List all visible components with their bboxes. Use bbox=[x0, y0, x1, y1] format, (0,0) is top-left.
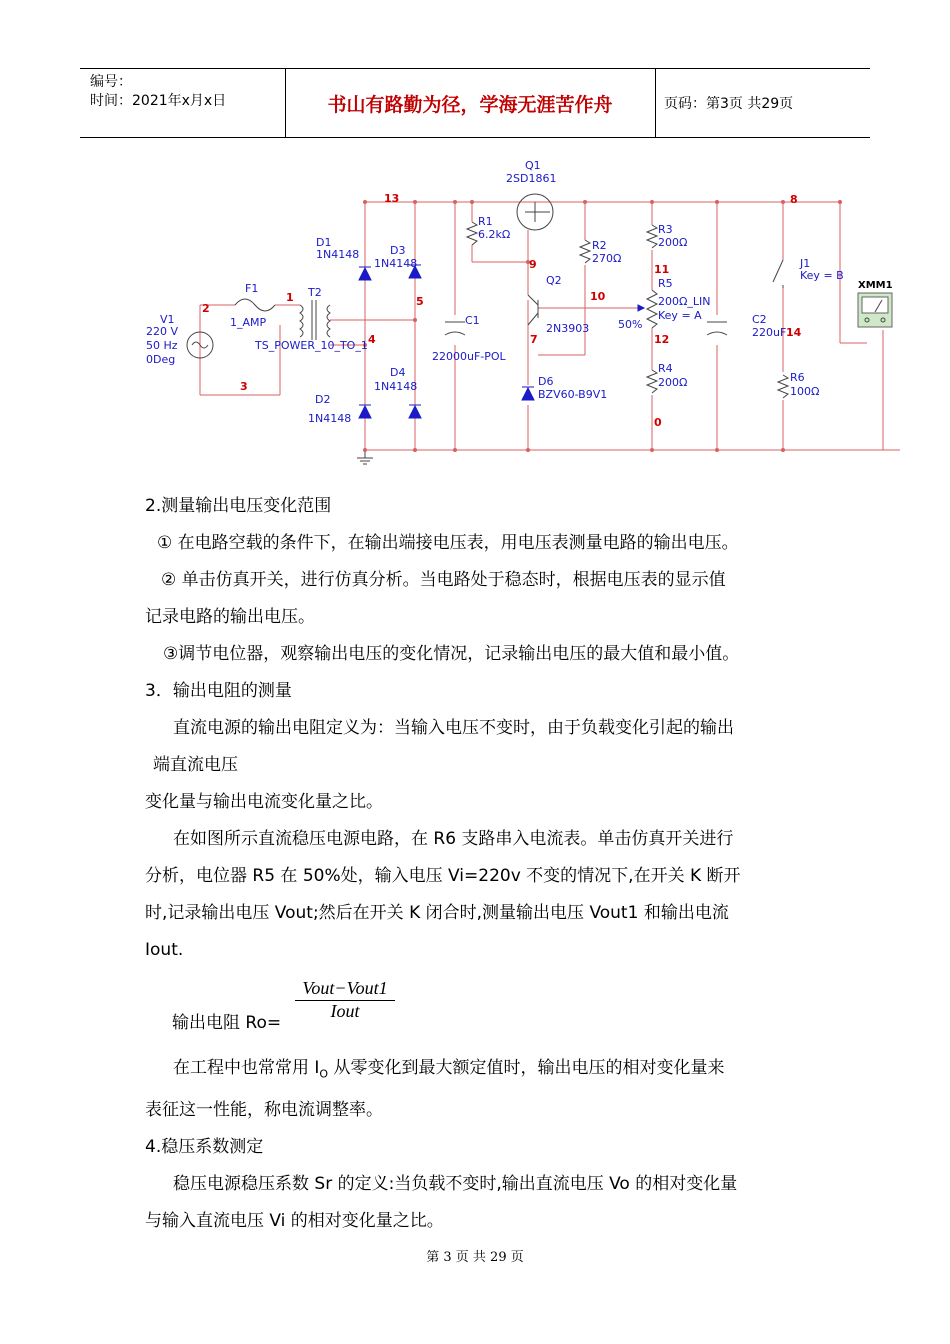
paragraph-current-regulation: 在工程中也常常用 $I_O$ 从零变化到最大额定值时，输出电压的相对变化量来 bbox=[173, 1058, 725, 1081]
node-9: 9 bbox=[529, 258, 537, 271]
label-v1-freq: 50 Hz bbox=[146, 339, 178, 352]
label-r5-value: 200Ω_LIN bbox=[658, 295, 711, 308]
label-r2-value: 270Ω bbox=[592, 252, 622, 265]
label-d6: D6 bbox=[538, 375, 554, 388]
circuit-diagram bbox=[140, 150, 900, 475]
resistor-r2-icon bbox=[580, 240, 590, 263]
label-d1-value: 1N4148 bbox=[316, 248, 360, 261]
section-2-heading: 2.测量输出电压变化范围 bbox=[145, 496, 332, 516]
label-r4-value: 200Ω bbox=[658, 376, 688, 389]
label-r2: R2 bbox=[592, 239, 607, 252]
node-14: 14 bbox=[786, 326, 802, 339]
node-5: 5 bbox=[416, 295, 424, 308]
paragraph-procedure-cont-3: Iout. bbox=[145, 940, 184, 960]
label-t2-value: TS_POWER_10_TO_1 bbox=[255, 339, 368, 352]
header-motto: 书山有路勤为径，学海无涯苦作舟 bbox=[327, 93, 613, 116]
paragraph-current-regulation-cont: 表征这一性能，称电流调整率。 bbox=[145, 1100, 383, 1121]
node-8: 8 bbox=[790, 193, 798, 206]
step-1: ① 在电路空载的条件下，在输出端接电压表，用电压表测量电路的输出电压。 bbox=[157, 533, 739, 553]
diode-d4-icon bbox=[409, 406, 421, 418]
paragraph-definition: 直流电源的输出电阻定义为：当输入电压不变时，由于负载变化引起的输出 bbox=[173, 718, 734, 738]
label-f1: F1 bbox=[245, 282, 259, 295]
time-label: 时间：2021年x月x日 bbox=[90, 93, 227, 109]
formula-fraction bbox=[295, 978, 395, 1022]
label-c2: C2 bbox=[752, 313, 767, 326]
resistor-r1-icon bbox=[467, 222, 477, 245]
section-3-heading: 3．输出电阻的测量 bbox=[145, 681, 292, 701]
label-c2-value: 220uF bbox=[752, 326, 787, 339]
paragraph-definition-cont-1: 端直流电压 bbox=[153, 755, 238, 775]
header-divider bbox=[655, 69, 656, 137]
paragraph-stability-cont: 与输入直流电压 Vi 的相对变化量之比。 bbox=[145, 1211, 444, 1232]
label-q1-value: 2SD1861 bbox=[506, 172, 557, 185]
label-r6: R6 bbox=[790, 371, 805, 384]
header-meta bbox=[90, 73, 226, 111]
step-2: ② 单击仿真开关，进行仿真分析。当电路处于稳态时，根据电压表的显示值 bbox=[161, 570, 726, 590]
subscript-o: O bbox=[319, 1067, 329, 1081]
page-footer: 第 3 页 共 29 页 bbox=[426, 1250, 524, 1265]
label-r5-key: Key = A bbox=[658, 309, 702, 322]
label-q1: Q1 bbox=[525, 159, 541, 172]
label-d4-value: 1N4148 bbox=[374, 380, 418, 393]
label-d3-value: 1N4148 bbox=[374, 257, 418, 270]
body-text-section-1 bbox=[145, 488, 825, 969]
ground-icon bbox=[357, 450, 373, 464]
number-label: 编号： bbox=[90, 74, 132, 90]
node-10: 10 bbox=[590, 290, 606, 303]
capacitor-c1-icon bbox=[445, 322, 465, 335]
label-v1: V1 bbox=[160, 313, 175, 326]
node-2: 2 bbox=[202, 302, 210, 315]
step-3: ③调节电位器，观察输出电压的变化情况，记录输出电压的最大值和最小值。 bbox=[163, 644, 740, 664]
paragraph-procedure-cont-1: 分析，电位器 R5 在 50%处，输入电压 Vi=220v 不变的情况下,在开关 K 断开 bbox=[145, 866, 741, 886]
label-d2-value: 1N4148 bbox=[308, 412, 352, 425]
node-3: 3 bbox=[240, 380, 248, 393]
node-11: 11 bbox=[654, 263, 670, 276]
zener-d6-icon bbox=[522, 388, 534, 400]
label-c1-value: 22000uF-POL bbox=[432, 350, 506, 363]
fuse-icon bbox=[235, 299, 275, 311]
label-r3: R3 bbox=[658, 223, 673, 236]
section-4-heading: 4.稳压系数测定 bbox=[145, 1137, 264, 1158]
label-d6-value: BZV60-B9V1 bbox=[538, 388, 608, 401]
label-t2: T2 bbox=[308, 286, 322, 299]
paragraph-definition-cont-2: 变化量与输出电流变化量之比。 bbox=[145, 792, 383, 812]
multimeter-xmm1-icon bbox=[858, 293, 892, 327]
formula-numerator: Vout−Vout1 bbox=[295, 978, 395, 1001]
page-header bbox=[80, 68, 870, 138]
node-13: 13 bbox=[384, 192, 400, 205]
label-d1: D1 bbox=[316, 236, 332, 249]
diode-d2-icon bbox=[359, 406, 371, 418]
label-v1-phase: 0Deg bbox=[146, 353, 176, 366]
label-j1: J1 bbox=[800, 257, 811, 270]
transformer-icon bbox=[300, 300, 330, 340]
label-d4: D4 bbox=[390, 366, 406, 379]
node-1: 1 bbox=[286, 291, 294, 304]
diode-d1-icon bbox=[359, 268, 371, 280]
label-r5-percent: 50% bbox=[618, 318, 643, 331]
capacitor-c2-icon bbox=[707, 322, 727, 335]
label-q2-value: 2N3903 bbox=[546, 322, 590, 335]
label-d2: D2 bbox=[315, 393, 331, 406]
label-r1-value: 6.2kΩ bbox=[478, 228, 511, 241]
switch-j1-icon bbox=[773, 260, 783, 288]
transistor-q1-icon bbox=[517, 194, 553, 230]
resistor-r6-icon bbox=[778, 375, 788, 398]
label-r4: R4 bbox=[658, 362, 673, 375]
node-7: 7 bbox=[530, 333, 538, 346]
body-text-section-2 bbox=[145, 1050, 825, 1240]
label-r5: R5 bbox=[658, 277, 673, 290]
resistor-r4-icon bbox=[647, 370, 657, 393]
formula-label: 输出电阻 Ro= bbox=[172, 1013, 282, 1033]
paragraph-procedure-cont-2: 时,记录输出电压 Vout;然后在开关 K 闭合时,测量输出电压 Vout1 和输出电流 bbox=[145, 903, 729, 923]
label-r6-value: 100Ω bbox=[790, 385, 820, 398]
step-2-cont: 记录电路的输出电压。 bbox=[145, 607, 315, 627]
node-12: 12 bbox=[654, 333, 670, 346]
node-4: 4 bbox=[368, 333, 376, 346]
transistor-q2-icon bbox=[528, 295, 538, 325]
paragraph-procedure: 在如图所示直流稳压电源电路，在 R6 支路串入电流表。单击仿真开关进行 bbox=[173, 829, 734, 849]
node-0: 0 bbox=[654, 416, 662, 429]
label-v1-voltage: 220 V bbox=[146, 325, 179, 338]
label-r3-value: 200Ω bbox=[658, 236, 688, 249]
label-r1: R1 bbox=[478, 215, 493, 228]
header-page-info: 页码：第3页 共29页 bbox=[664, 96, 794, 112]
label-f1-value: 1_AMP bbox=[230, 316, 267, 329]
label-j1-key: Key = B bbox=[800, 269, 844, 282]
potentiometer-r5-icon bbox=[647, 290, 657, 328]
label-xmm1: XMM1 bbox=[858, 280, 893, 291]
paragraph-stability: 稳压电源稳压系数 Sr 的定义:当负载不变时,输出直流电压 Vo 的相对变化量 bbox=[173, 1174, 738, 1195]
label-c1: C1 bbox=[465, 314, 480, 327]
label-d3: D3 bbox=[390, 244, 406, 257]
resistor-r3-icon bbox=[647, 225, 657, 248]
label-q2: Q2 bbox=[546, 274, 562, 287]
formula-denominator: Iout bbox=[330, 1001, 360, 1021]
